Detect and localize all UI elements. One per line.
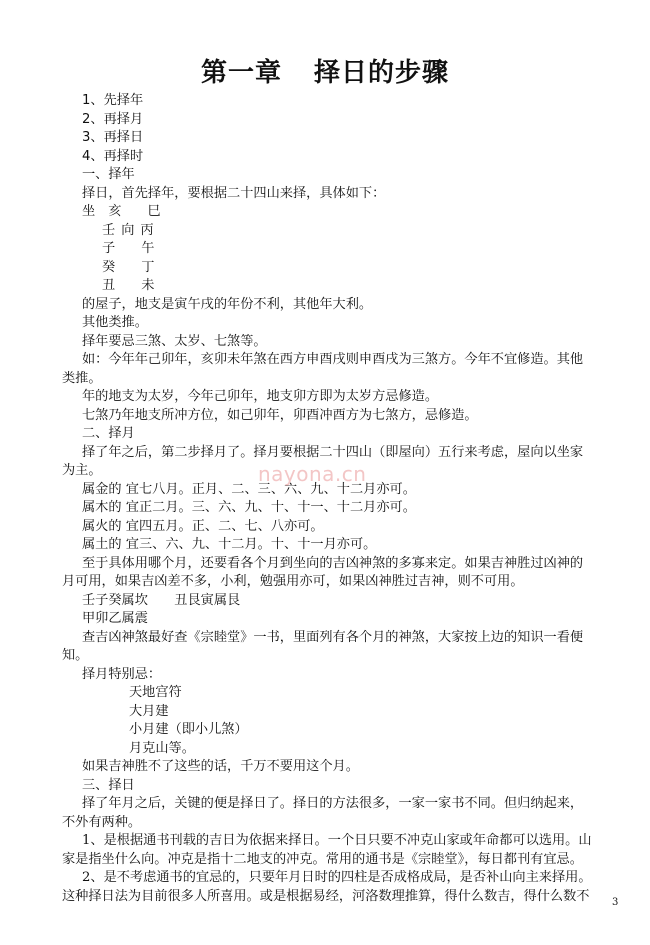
taboo-item: 月克山等。 bbox=[129, 740, 195, 756]
mountain-char: 子 bbox=[102, 241, 116, 256]
month-detail: 宜七八月。正月、二、三、六、九、十二月亦可。 bbox=[125, 481, 416, 497]
body-text bbox=[62, 92, 618, 906]
element-label: 属木的 bbox=[82, 500, 122, 515]
paragraph-continuation: 这种择日法为目前很多人所喜用。或是根据易经，河洛数理推算，得什么数吉，得什么数不 bbox=[62, 888, 590, 904]
mountain-row bbox=[82, 203, 618, 222]
step-item: 4、再择时 bbox=[82, 148, 144, 164]
paragraph: 年的地支为太岁，今年己卯年，地支卯方即为太岁方忌修造。 bbox=[82, 389, 439, 404]
mountain-char: 壬 bbox=[102, 222, 116, 238]
mountain-char: 亥 bbox=[108, 204, 122, 219]
paragraph: 2、是不考虑通书的宜忌的，只要年月日时的四柱是否成格成局，是否补山向主来择用。 bbox=[82, 870, 592, 885]
mountain-char: 向 bbox=[121, 222, 135, 238]
paragraph: 择日，首先择年，要根据二十四山来择，具体如下： bbox=[82, 185, 386, 201]
month-rule bbox=[82, 518, 618, 537]
paragraph-continuation: 类推。 bbox=[62, 370, 102, 386]
element-label: 属火的 bbox=[82, 518, 122, 534]
section-heading: 一、择年 bbox=[82, 167, 135, 182]
mountain-row bbox=[82, 222, 618, 241]
mountain-row bbox=[82, 240, 618, 259]
step-item: 3、再择日 bbox=[82, 130, 144, 145]
month-detail: 宜三、六、九、十二月。十、十一月亦可。 bbox=[125, 537, 377, 552]
mountain-char: 丙 bbox=[140, 222, 154, 238]
paragraph: 至于具体用哪个月，还要看各个月到坐向的吉凶神煞的多寡来定。如果吉神胜过凶神的 bbox=[82, 555, 584, 571]
mountain-char: 巳 bbox=[147, 204, 161, 219]
paragraph: 如果吉神胜不了这些的话，千万不要用这个月。 bbox=[82, 759, 359, 774]
chapter-name: 择日的步骤 bbox=[314, 58, 450, 88]
paragraph: 择了年月之后，关键的便是择日了。择日的方法很多，一家一家书不同。但归纳起来， bbox=[82, 796, 584, 811]
paragraph: 1、是根据通书刊载的吉日为依据来择日。一个日只要不冲克山家或年命都可以选用。山 bbox=[82, 833, 592, 848]
watermark: nayona.cn bbox=[258, 462, 367, 486]
paragraph: 七煞乃年地支所冲方位，如己卯年，卯酉冲酉方为七煞方，忌修造。 bbox=[82, 407, 478, 423]
step-item: 1、先择年 bbox=[82, 93, 144, 108]
section-heading: 三、择日 bbox=[82, 777, 135, 793]
chapter-title bbox=[0, 52, 650, 89]
mountain-row bbox=[82, 259, 618, 278]
month-rule bbox=[82, 499, 618, 518]
paragraph: 壬子癸属坎 丑艮寅属艮 bbox=[82, 592, 241, 608]
paragraph: 查吉凶神煞最好查《宗睦堂》一书，里面列有各个月的神煞，大家按上边的知识一看便 bbox=[82, 629, 584, 645]
paragraph-continuation: 为主。 bbox=[62, 463, 102, 478]
mountain-char: 丑 bbox=[102, 278, 116, 293]
paragraph-continuation: 家是指坐什么向。冲克是指十二地支的冲克。常用的通书是《宗睦堂》，每日都刊有宜忌。 bbox=[62, 851, 583, 867]
paragraph: 择了年之后，第二步择月了。择月要根据二十四山（即屋向）五行来考虑，屋向以坐家 bbox=[82, 444, 584, 460]
month-detail: 宜正二月。三、六、九、十、十一、十二月亦可。 bbox=[125, 500, 416, 515]
month-rule bbox=[82, 536, 618, 555]
element-label: 属土的 bbox=[82, 537, 122, 552]
mountain-char: 坐 bbox=[82, 204, 96, 219]
paragraph-continuation: 月可用，如果吉凶差不多，小利，勉强用亦可，如果凶神胜过吉神，则不可用。 bbox=[62, 574, 524, 589]
paragraph-continuation: 不外有两种。 bbox=[62, 814, 142, 830]
mountain-char: 未 bbox=[141, 278, 155, 293]
step-item: 2、再择月 bbox=[82, 111, 144, 127]
paragraph: 择月特别忌： bbox=[82, 666, 162, 682]
paragraph: 择年要忌三煞、太岁、七煞等。 bbox=[82, 333, 267, 349]
chapter-number: 第一章 bbox=[200, 58, 282, 88]
paragraph: 甲卯乙属震 bbox=[82, 611, 148, 626]
mountain-char: 癸 bbox=[102, 259, 116, 275]
taboo-item: 小月建（即小儿煞） bbox=[129, 722, 248, 737]
taboo-item: 天地宫符 bbox=[129, 685, 182, 700]
paragraph: 其他类推。 bbox=[82, 315, 148, 330]
paragraph-continuation: 知。 bbox=[62, 648, 89, 663]
month-detail: 宜四五月。正、二、七、八亦可。 bbox=[125, 518, 324, 534]
paragraph: 的屋子，地支是寅午戌的年份不利，其他年大利。 bbox=[82, 296, 373, 312]
page-number: 3 bbox=[612, 897, 619, 908]
mountain-row bbox=[82, 277, 618, 296]
mountain-char: 午 bbox=[141, 241, 155, 256]
element-label: 属金的 bbox=[82, 481, 122, 497]
section-heading: 二、择月 bbox=[82, 426, 135, 441]
mountain-char: 丁 bbox=[141, 259, 155, 275]
taboo-item: 大月建 bbox=[129, 703, 169, 719]
paragraph: 如：今年年己卯年，亥卯未年煞在西方申酉戌则申酉戌为三煞方。今年不宜修造。其他 bbox=[82, 352, 584, 367]
